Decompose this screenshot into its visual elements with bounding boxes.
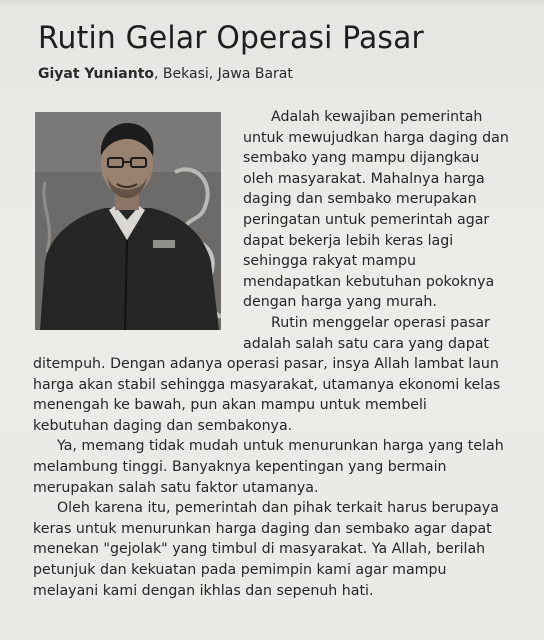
body-line: Rutin menggelar operasi pasar — [271, 314, 490, 331]
body-line: sehingga rakyat mampu — [243, 253, 416, 270]
body-line: melayani kami dengan ikhlas dan sepenuh hati. — [33, 582, 374, 599]
body-line: oleh masyarakat. Mahalnya harga — [243, 170, 485, 187]
body-line: mendapatkan kebutuhan pokoknya — [243, 273, 495, 290]
body-line: menengah ke bawah, pun akan mampu untuk membeli — [33, 397, 427, 414]
body-line: menekan "gejolak" yang timbul di masyarakat. Ya Allah, berilah — [33, 541, 486, 558]
body-line: peringatan untuk pemerintah agar — [243, 211, 490, 228]
body-line: dapat bekerja lebih keras lagi — [243, 232, 454, 249]
portrait-image — [35, 112, 221, 330]
author-name: Giyat Yunianto — [38, 66, 155, 82]
body-line: petunjuk dan kekuatan pada pemimpin kami agar mampu — [33, 561, 447, 578]
body-line: untuk mewujudkan harga daging dan — [243, 129, 509, 146]
body-line: Ya, memang tidak mudah untuk menurunkan harga yang telah — [57, 438, 504, 455]
article-body-right-column — [243, 107, 509, 354]
byline — [38, 65, 293, 83]
body-line: keras untuk menurunkan harga daging dan sembako agar dapat — [33, 520, 492, 537]
article-body-full-width — [33, 354, 504, 601]
author-photo — [35, 112, 221, 330]
body-line: harga akan stabil sehingga masyarakat, utamanya ekonomi kelas — [33, 376, 501, 393]
body-line: melambung tinggi. Banyaknya kepentingan yang bermain — [33, 458, 447, 475]
body-line: merupakan salah satu faktor utamanya. — [33, 479, 319, 496]
body-line: Adalah kewajiban pemerintah — [271, 109, 483, 125]
body-line: kebutuhan daging dan sembakonya. — [33, 417, 293, 434]
paper-edge — [0, 0, 544, 6]
author-location: , Bekasi, Jawa Barat — [154, 66, 293, 82]
body-line: sembako yang mampu dijangkau — [243, 150, 480, 167]
body-line: dengan harga yang murah. — [243, 294, 437, 311]
article-title: Rutin Gelar Operasi Pasar — [38, 20, 424, 56]
body-line: Oleh karena itu, pemerintah dan pihak terkait harus berupaya — [57, 500, 499, 517]
body-line: adalah salah satu cara yang dapat — [243, 335, 489, 352]
body-line: daging dan sembako merupakan — [243, 191, 477, 208]
body-line: ditempuh. Dengan adanya operasi pasar, insya Allah lambat laun — [33, 356, 499, 372]
